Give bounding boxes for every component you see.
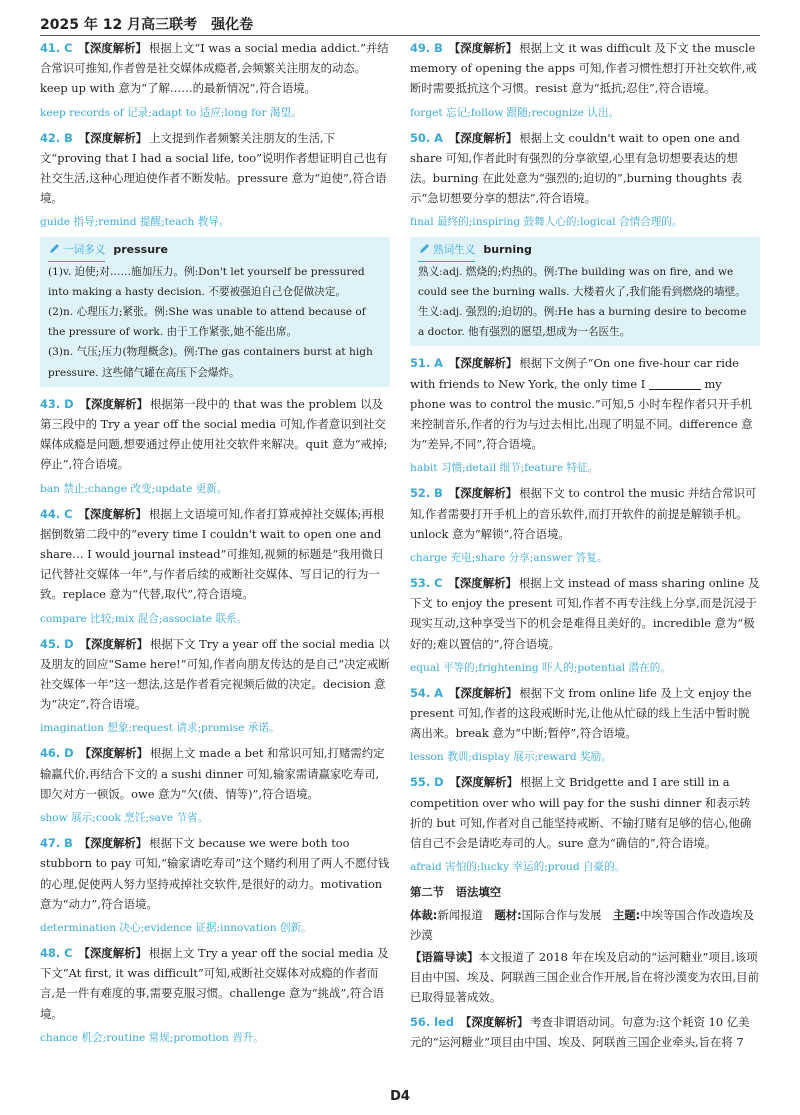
new-meaning-line-1: 熟义:adj. 燃烧的;灼热的。例:The building was on fire, and we could see the burning walls. 大楼着火了,我们能看到燃烧的墙壁。 [418,265,746,298]
new-meaning-label: 熟词生义 [418,240,475,261]
answer-56: 56. led 【深度解析】 考查非谓语动词。句意为:这个耗资 10 亿美元的“运河糖业”项目由中国、埃及、阿联酋三国企业牵头,旨在将 7 [410,1014,750,1049]
new-meaning-box [410,237,760,346]
vocab-53: equal 平等的;frightening 吓人的;potential 潜在的。 [410,661,671,674]
new-meaning-line-2: 生义:adj. 强烈的;迫切的。例:He has a burning desire to become a doctor. 他有强烈的愿望,想成为一名医生。 [418,306,747,339]
pencil-icon [418,243,430,255]
polysemy-line-2: (2)n. 心理压力;紧张。例:She was unable to attend because of the pressure of work. 由于工作紧张,她不能出席。 [48,306,366,339]
vocab-54: lesson 教训;display 展示;reward 奖励。 [410,751,612,764]
header-rule [40,35,760,36]
vocab-50: final 最终的;inspiring 鼓舞人心的;logical 合情合理的。 [410,216,683,229]
answer-47: 47. B 【深度解析】 根据下文 because we were both too stubborn to pay 可知,“输家请吃寿司”这个赌约利用了两人不愿付钱的心理,促使两人努力坚持戒掉社交软件,是很好的动力。motivation 意为“动力”,符合语境。 [40,836,390,911]
vocab-46: show 展示;cook 烹饪;save 节省。 [40,812,209,825]
vocab-42: guide 指导;remind 提醒;teach 教导。 [40,216,230,229]
answer-43: 43. D 【深度解析】 根据第一段中的 that was the problem 以及第三段中的 Try a year off the social media 可知,作者意识到社交媒体成瘾是问题,想要通过停止使用社交软件来解决。quit 意为“戒掉;停止”,符合语境。 [40,396,388,472]
polysemy-line-1: (1)v. 迫使;对……施加压力。例:Don't let yourself be pressured into making a hasty decision. 不要被强迫自己仓促做决定。 [48,265,365,298]
polysemy-line-3: (3)n. 气压;压力(物理概念)。例:The gas containers burst at high pressure. 这些储气罐在高压下会爆炸。 [48,346,373,379]
answer-44: 44. C 【深度解析】 根据上文语境可知,作者打算戒掉社交媒体;再根据倒数第二段中的“every time I couldn't wait to open one and share… I would journal instead”可推知,视频的标题是“我用微日记代替社交媒体一年”,与作者后续的戒断社交媒体、写日记的行为一致。replace 意为“代替,取代”,符合语境。 [40,506,385,602]
vocab-47: determination 决心;evidence 证据;innovation 创新。 [40,921,312,934]
vocab-45: imagination 想象;request 请求;promise 承诺。 [40,722,280,735]
answer-55: 55. D 【深度解析】 根据上文 Bridgette and I are still in a competition over who will pay for the sushi dinner 和表示转折的 but 可知,作者对自己能坚持戒断、不输打赌有足够的信心,他确信自己不会是请吃寿司的人。sure 意为“确信的”,符合语境。 [410,775,752,851]
vocab-41: keep records of 记录;adapt to 适应;long for 渴望。 [40,106,302,119]
new-meaning-word: burning [483,243,532,257]
answer-53: 53. C 【深度解析】 根据上文 instead of mass sharing online 及下文 to enjoy the present 可知,作者不再专注线上分享,而是沉浸于现实互动,这种享受当下的机会是难得且美好的。incredible 意为“极好的;难以置信的”,符合语境。 [410,576,760,651]
passage-guide: 【语篇导读】本文报道了 2018 年在埃及启动的“运河糖业”项目,该项目由中国、埃及、阿联酋三国企业合作开展,旨在将沙漠变为农田,目前已取得显著成效。 [410,949,759,1005]
right-column [410,38,760,1057]
vocab-55: afraid 害怕的;lucky 幸运的;proud 自豪的。 [410,861,626,874]
answer-45: 45. D 【深度解析】 根据下文 Try a year off the social media 以及朋友的回应“Same here!”可知,作者向朋友传达的是自己“决定戒断社交媒体一年”这一想法,这是作者看完视频后做的决定。decision 意为“决定”,符合语境。 [40,636,390,712]
answer-41: 41. C 【深度解析】 根据上文“I was a social media addict.”并结合常识可推知,作者曾是社交媒体成瘾者,会频繁关注朋友的动态。keep up with 意为“了解……的最新情况”,符合语境。 [40,41,389,96]
vocab-48: chance 机会;routine 常规;promotion 晋升。 [40,1031,264,1044]
answer-50: 50. A 【深度解析】 根据上文 couldn't wait to open one and share 可知,作者此时有强烈的分享欲望,心里有急切想要表达的想法。burning 在此处意为“强烈的;迫切的”,burning thoughts 表示“急切想要分享的想法”,符合语境。 [410,130,742,206]
answer-52: 52. B 【深度解析】 根据下文 to control the music 并结合常识可知,作者需要打开手机上的音乐软件,而打开软件的前提是解锁手机。unlock 意为“解锁”,符合语境。 [410,486,757,541]
page-header: 2025 年 12 月高三联考 强化卷 [40,17,254,33]
vocab-51: habit 习惯;detail 细节;feature 特征。 [410,462,599,475]
page-number: D4 [390,1089,410,1104]
vocab-49: forget 忘记;follow 跟随;recognize 认出。 [410,106,620,119]
answer-49: 49. B 【深度解析】 根据上文 it was difficult 及下文 the muscle memory of opening the apps 可知,作者习惯性想打开社交软件,戒断时需要抵抗这个习惯。resist 意为“抵抗;忍住”,符合语境。 [410,41,757,96]
pencil-icon [48,243,60,255]
left-column [40,38,390,1053]
answer-42: 42. B 【深度解析】 上文提到作者频繁关注朋友的生活,下文“proving that I had a social life, too”说明作者想证明自己也有社交生活,这种心理迫使作者不断发帖。pressure 意为“迫使”,符合语境。 [40,130,388,206]
vocab-52: charge 充电;share 分享;answer 答复。 [410,552,608,565]
answer-51: 51. A 【深度解析】 根据下文例子“On one five-hour car ride with friends to New York, the only time I my phone was to control the music.”可知,5 小时车程作者只开手机来控制音乐,作者的行为与过去相比,出现了明显不同。difference 意为“差异,不同”,符合语境。 [410,356,753,452]
passage-meta: 体裁:新闻报道 题材:国际合作与发展 主题:中埃等国合作改造埃及沙漠 [410,907,755,942]
polysemy-word: pressure [113,243,168,257]
answer-blank [649,377,701,390]
polysemy-label: 一词多义 [48,240,105,261]
section-title: 第二节 语法填空 [410,885,502,900]
answer-48: 48. C 【深度解析】 根据上文 Try a year off the social media 及下文“At first, it was difficult”可知,戒断社交媒体对成瘾的作者而言,是一件有难度的事,需要克服习惯。challenge 意为“挑战”,符合语境。 [40,945,389,1021]
polysemy-box [40,237,390,386]
vocab-43: ban 禁止;change 改变;update 更新。 [40,482,228,495]
answer-46: 46. D 【深度解析】 根据上文 made a bet 和常识可知,打赌需约定输赢代价,再结合下文的 a sushi dinner 可知,输家需请赢家吃寿司,即欠对方一顿饭。owe 意为“欠(债、情等)”,符合语境。 [40,746,385,801]
vocab-44: compare 比较;mix 混合;associate 联系。 [40,612,248,625]
answer-54: 54. A 【深度解析】 根据下文 from online life 及上文 enjoy the present 可知,作者的这段戒断时光,让他从忙碌的线上生活中暂时脱离出来。break 意为“中断;暂停”,符合语境。 [410,685,752,741]
